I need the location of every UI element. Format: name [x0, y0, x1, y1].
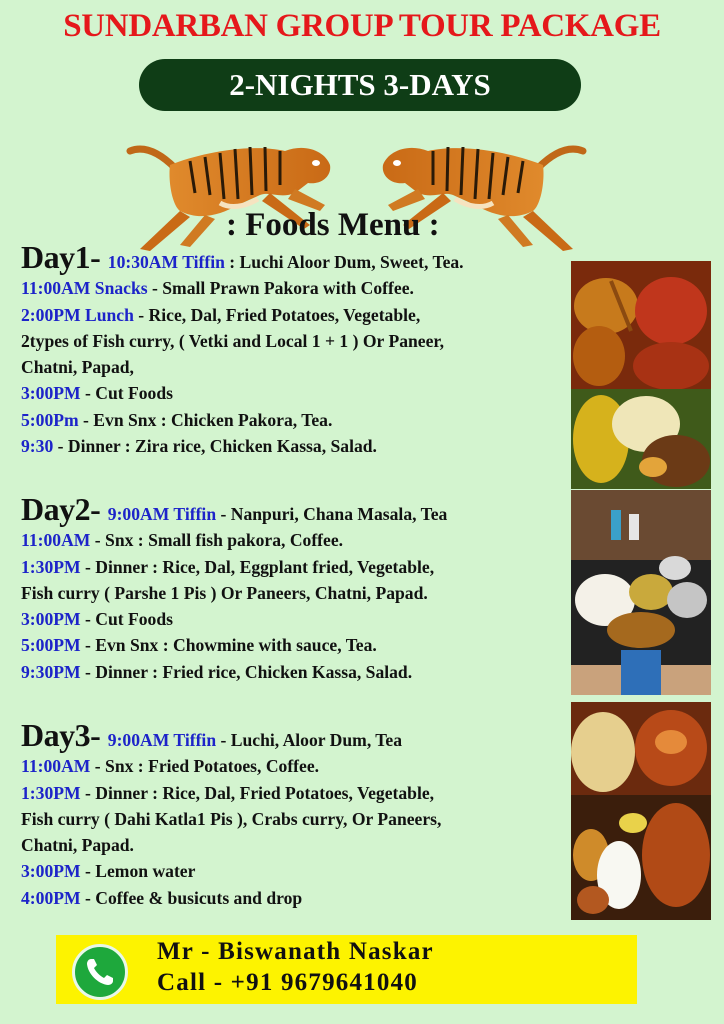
meal-items: - Luchi, Aloor Dum, Tea — [216, 730, 403, 750]
menu-line — [21, 302, 576, 328]
rice-curry-platter-photo — [571, 795, 711, 920]
thali-table-photo — [571, 490, 711, 695]
menu-line — [21, 780, 576, 806]
day-2-section — [21, 491, 576, 685]
menu-line — [21, 806, 576, 832]
menu-line — [21, 275, 576, 301]
day-label: Day3- — [21, 717, 108, 753]
menu-line — [21, 527, 576, 553]
meal-items: : Luchi Aloor Dum, Sweet, Tea. — [224, 252, 464, 272]
meal-items: - Snx : Fried Potatoes, Coffee. — [90, 756, 320, 777]
meal-time: 10:30AM Tiffin — [107, 252, 225, 272]
meal-time: 9:00AM Tiffin — [107, 730, 217, 750]
meal-items: - Coffee & busicuts and drop — [80, 887, 303, 908]
meal-items: Fish curry ( Dahi Katla1 Pis ), Crabs curry, Or Paneers, — [21, 808, 442, 829]
menu-line — [21, 659, 576, 685]
meal-items: - Nanpuri, Chana Masala, Tea — [216, 504, 448, 524]
meal-items: - Dinner : Rice, Dal, Eggplant fried, Vegetable, — [80, 556, 435, 577]
menu-line — [21, 832, 576, 858]
contact-name: Mr - Biswanath Naskar — [157, 938, 434, 965]
day-1-section — [21, 239, 576, 459]
meal-time: 1:30PM — [21, 782, 81, 803]
menu-line — [21, 885, 576, 911]
phone-icon[interactable] — [72, 944, 128, 1000]
meal-items: - Snx : Small fish pakora, Coffee. — [90, 530, 344, 551]
meal-items: - Evn Snx : Chicken Pakora, Tea. — [78, 409, 333, 430]
meal-items: - Evn Snx : Chowmine with sauce, Tea. — [80, 635, 377, 656]
page-title: SUNDARBAN GROUP TOUR PACKAGE — [63, 8, 661, 44]
meal-items: 2types of Fish curry, ( Vetki and Local 1 + 1 ) Or Paneer, — [21, 330, 444, 351]
day-label: Day1- — [21, 239, 108, 275]
meal-items: - Dinner : Fried rice, Chicken Kassa, Salad. — [80, 661, 413, 682]
meal-time: 3:00PM — [21, 609, 81, 630]
day-header-line — [21, 717, 576, 753]
meal-items: - Dinner : Zira rice, Chicken Kassa, Salad. — [53, 436, 377, 457]
day-label: Day2- — [21, 491, 108, 527]
meal-time: 11:00AM — [21, 756, 91, 777]
luchi-aloo-photo — [571, 702, 711, 795]
day-header-line — [21, 239, 576, 275]
fried-fish-crab-photo — [571, 261, 711, 389]
day-header-line — [21, 491, 576, 527]
contact-phone[interactable]: Call - +91 9679641040 — [157, 969, 418, 996]
menu-line — [21, 753, 576, 779]
meal-items: - Rice, Dal, Fried Potatoes, Vegetable, — [133, 304, 421, 325]
meal-time: 9:30 — [21, 436, 54, 457]
meal-time: 3:00PM — [21, 383, 81, 404]
meal-time: 11:00AM Snacks — [21, 278, 148, 299]
meal-time: 1:30PM — [21, 556, 81, 577]
meal-time: 5:00Pm — [21, 409, 79, 430]
menu-line — [21, 580, 576, 606]
day-3-section — [21, 717, 576, 911]
meal-time: 4:00PM — [21, 887, 81, 908]
meal-time: 2:00PM Lunch — [21, 304, 134, 325]
meal-items: Fish curry ( Parshe 1 Pis ) Or Paneers, Chatni, Papad. — [21, 582, 428, 603]
foods-menu-heading: : Foods Menu : — [226, 207, 440, 243]
meal-items: - Cut Foods — [80, 609, 173, 630]
meal-items: - Dinner : Rice, Dal, Fried Potatoes, Vegetable, — [80, 782, 435, 803]
menu-line — [21, 380, 576, 406]
duration-banner: 2-NIGHTS 3-DAYS — [139, 59, 581, 111]
menu-line — [21, 433, 576, 459]
menu-line — [21, 554, 576, 580]
meal-time: 9:00AM Tiffin — [107, 504, 217, 524]
meal-items: - Small Prawn Pakora with Coffee. — [147, 278, 414, 299]
menu-line — [21, 328, 576, 354]
fish-curry-photo — [571, 389, 711, 489]
menu-line — [21, 858, 576, 884]
meal-time: 3:00PM — [21, 861, 81, 882]
menu-line — [21, 407, 576, 433]
meal-items: Chatni, Papad. — [21, 835, 134, 856]
menu-line — [21, 606, 576, 632]
menu-line — [21, 354, 576, 380]
meal-items: - Lemon water — [80, 861, 196, 882]
menu-line — [21, 632, 576, 658]
meal-time: 5:00PM — [21, 635, 81, 656]
meal-time: 11:00AM — [21, 530, 91, 551]
meal-time: 9:30PM — [21, 661, 81, 682]
meal-items: Chatni, Papad, — [21, 357, 134, 378]
meal-items: - Cut Foods — [80, 383, 173, 404]
